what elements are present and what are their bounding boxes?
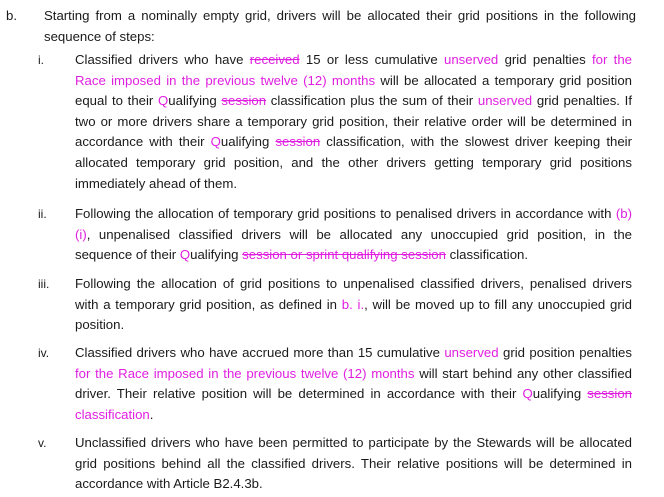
text-run: grid position penalties (498, 345, 632, 360)
text-run: classification plus the sum of their (266, 93, 478, 109)
step-text (75, 343, 632, 425)
step-text (75, 204, 632, 266)
deleted-text: received (249, 52, 300, 67)
text-run: will be allocated a temporary grid position equal to their (75, 72, 632, 109)
deleted-text: session or sprint qualifying session (242, 247, 446, 263)
text-run: Classified drivers who have (75, 52, 250, 67)
inserted-text: unserved (477, 93, 533, 109)
step-number: iii. (38, 277, 50, 291)
step-number: i. (38, 53, 44, 67)
text-run: Classified drivers who have accrued more than 15 cumulative (75, 345, 445, 360)
inserted-text: Q (158, 93, 169, 109)
step-ii (38, 204, 632, 266)
step-i (38, 50, 632, 194)
text-run: ualifying (168, 93, 222, 109)
deleted-text: session (587, 386, 632, 402)
inserted-text: Q (210, 134, 221, 150)
inserted-text: (b)(i) (75, 206, 632, 242)
text-run: ualifying (220, 134, 276, 150)
inserted-text: unserved (444, 52, 499, 67)
clause-b-text: Starting from a nominally empty grid, drivers will be allocated their grid positions in the following sequence of steps: (44, 8, 636, 44)
text-run: Unclassified drivers who have been permitted to participate by the Stewards will be allocated grid positions behind all the classified drivers. Their relative positions will be determined in accordance with Article B2.4.3b. (75, 435, 632, 492)
deleted-text: session (221, 93, 267, 109)
deleted-text: session (275, 134, 321, 150)
inserted-text: for the Race imposed in the previous twelve (12) months (75, 52, 633, 88)
text-run: 15 or less cumulative (299, 52, 445, 67)
inserted-text: classification (75, 406, 150, 422)
clause-b-label: b. (6, 8, 17, 23)
text-run: grid penalties. If two or more drivers share a temporary grid position, their relative order will be determined in accordance with their (75, 93, 632, 150)
step-iii (38, 274, 632, 336)
text-run: Following the allocation of temporary grid positions to penalised drivers in accordance with (75, 206, 616, 221)
step-iv (38, 343, 632, 425)
step-number: v. (38, 436, 47, 450)
step-number: iv. (38, 346, 50, 360)
inserted-text: Q (179, 247, 191, 263)
step-text (75, 50, 632, 194)
text-run: . (149, 406, 154, 422)
step-number: ii. (38, 207, 47, 221)
inserted-text: unserved (444, 345, 499, 360)
inserted-text: Q (522, 386, 533, 402)
inserted-text: b. i. (341, 296, 365, 312)
step-v (38, 433, 632, 495)
step-text (75, 433, 632, 495)
step-text (75, 274, 632, 336)
text-run: , will be moved up to fill any unoccupied grid position. (75, 296, 632, 333)
text-run: grid penalties (498, 52, 592, 67)
clause-b (6, 6, 636, 47)
text-run: ualifying (532, 386, 588, 402)
text-run: ualifying (190, 247, 243, 263)
text-run: classification. (445, 247, 529, 263)
text-run: classification, with the slowest driver keeping their allocated temporary grid position, and the other drivers getting temporary grid positions immediately ahead of them. (75, 134, 632, 191)
text-run: will start behind any other classified driver. Their relative position will be determined in accordance with their (75, 365, 632, 402)
text-run: , unpenalised classified drivers will be allocated any unoccupied grid position, in the sequence of their (75, 226, 632, 263)
text-run: Following the allocation of grid positions to unpenalised classified drivers, penalised drivers with a temporary grid position, as defined in (75, 276, 632, 312)
inserted-text: for the Race imposed in the previous twelve (12) months (75, 365, 415, 381)
